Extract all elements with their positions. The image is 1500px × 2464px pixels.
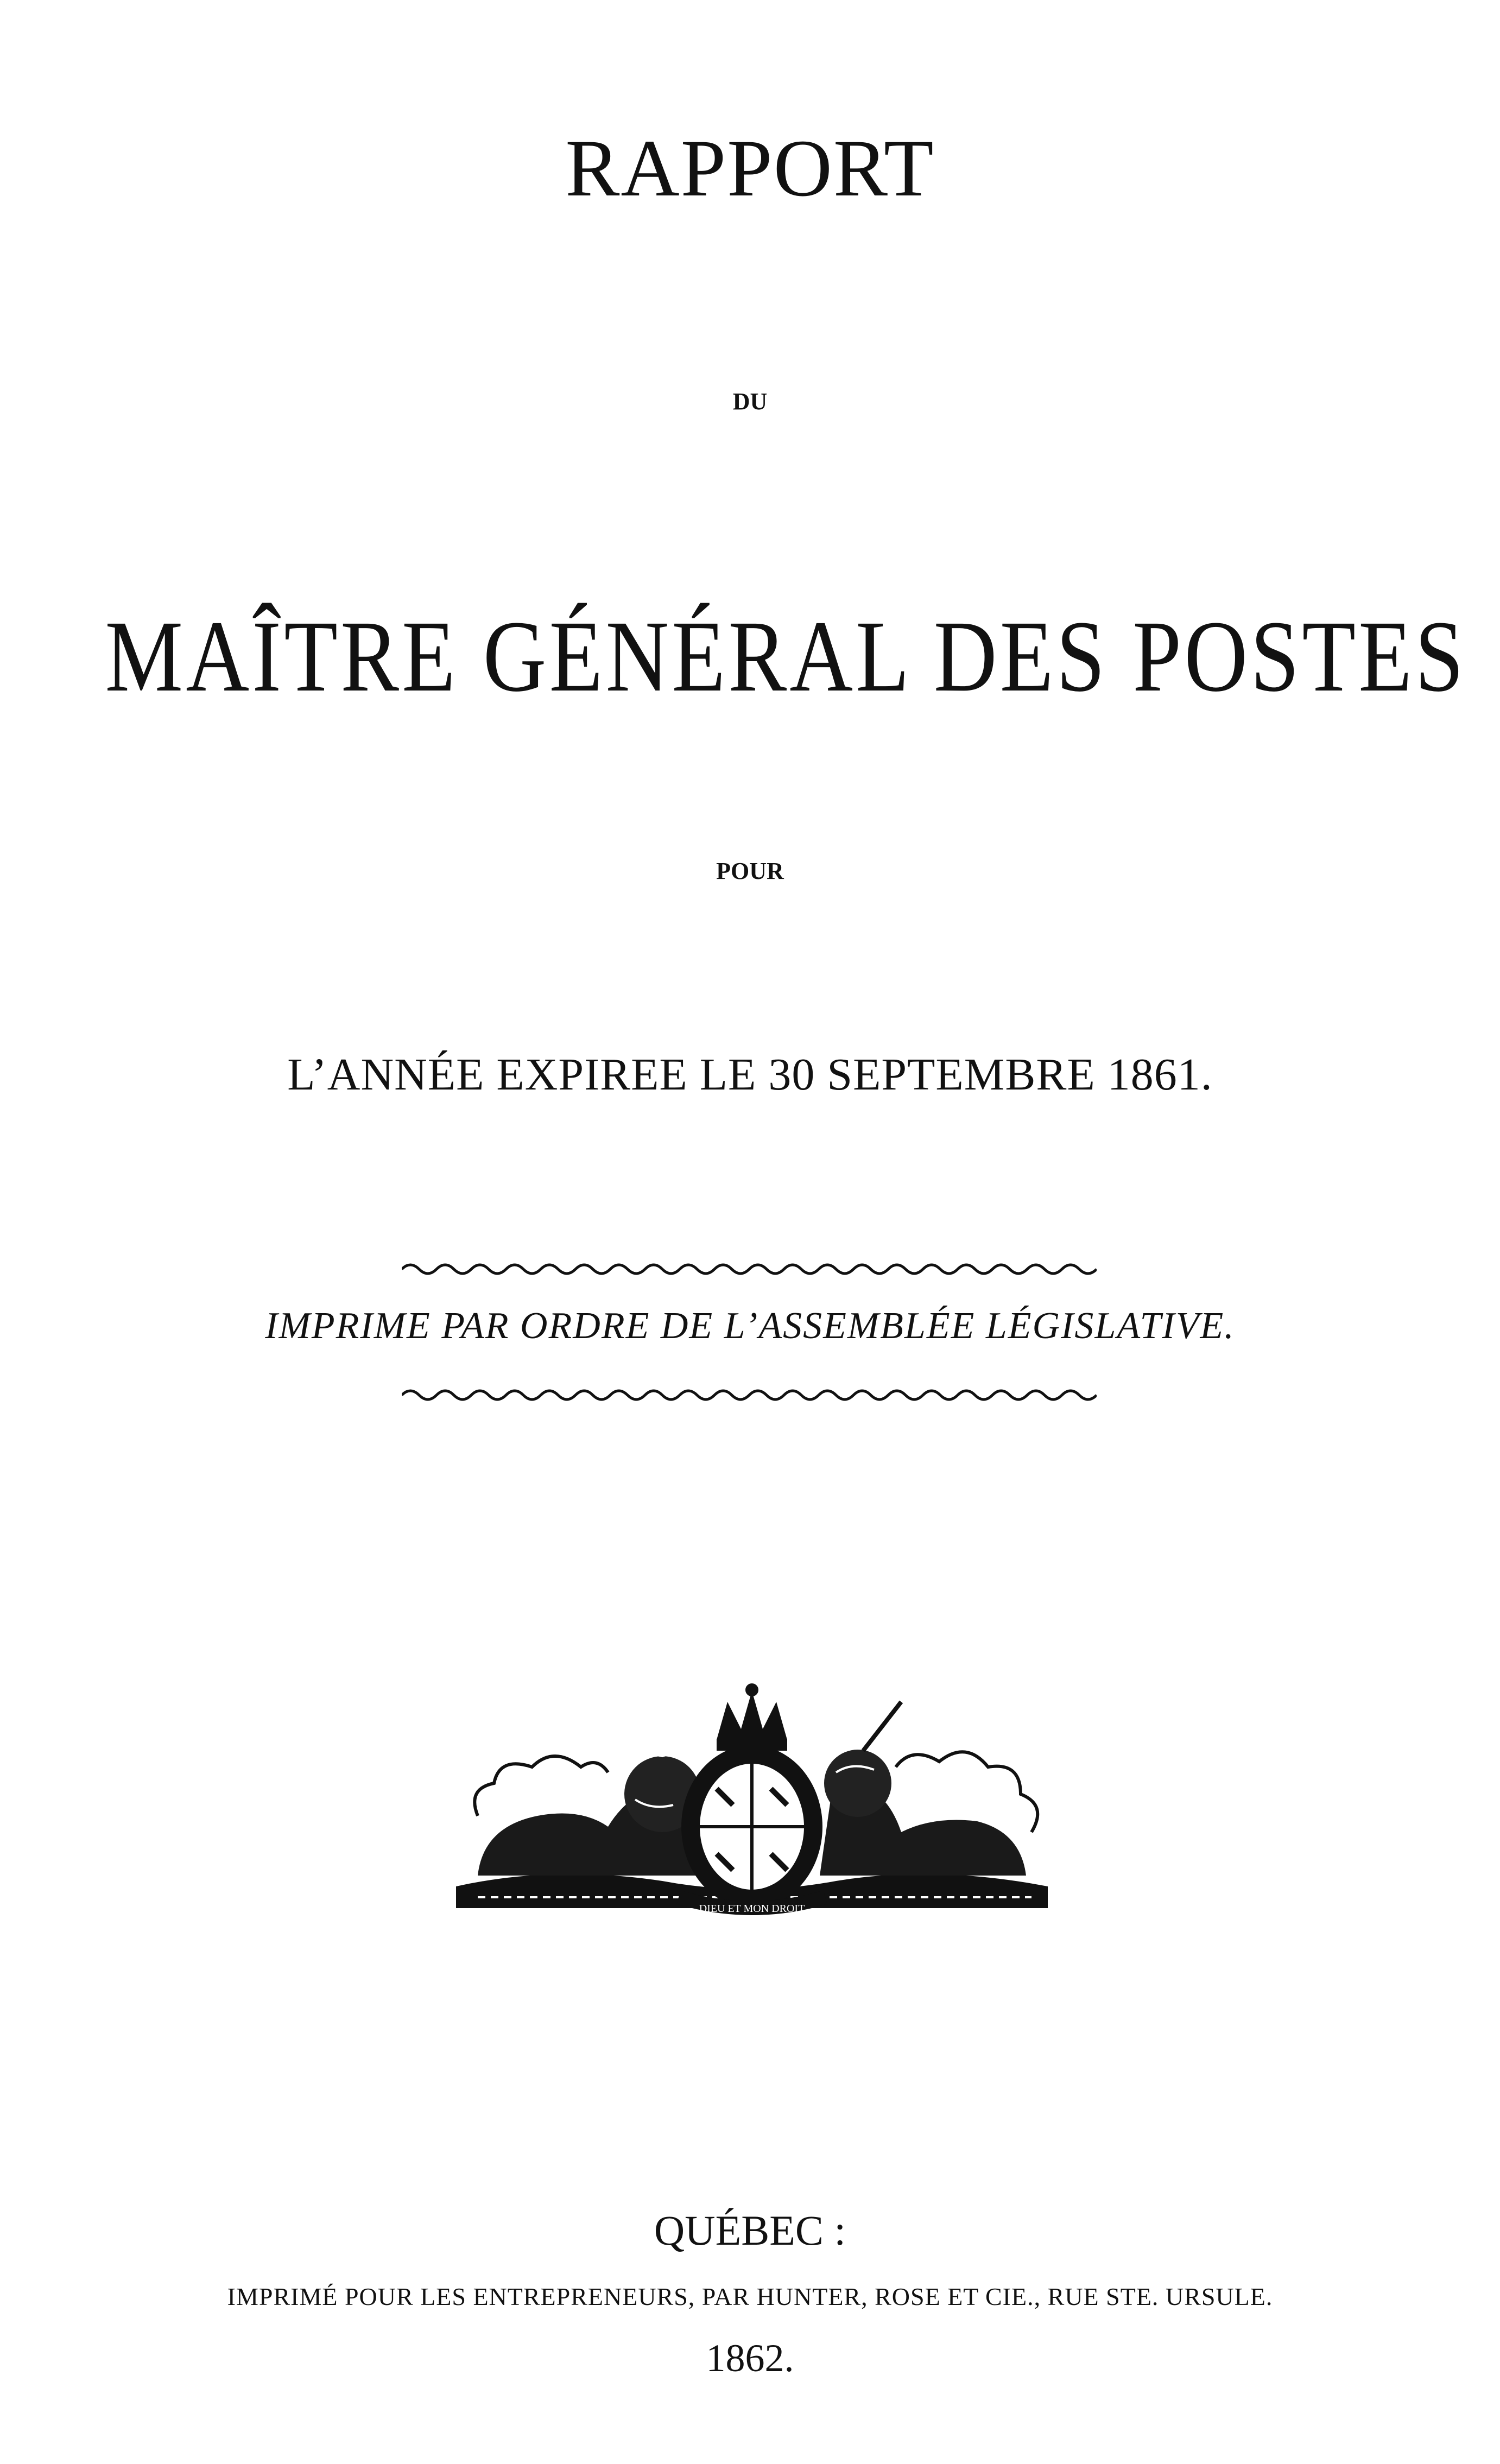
imprint-city: QUÉBEC : bbox=[654, 2207, 846, 2254]
connector-pour: POUR bbox=[716, 858, 784, 884]
report-subject: MAÎTRE GÉNÉRAL DES POSTES bbox=[105, 599, 1467, 713]
connector-du: DU bbox=[732, 388, 768, 415]
report-period: L’ANNÉE EXPIREE LE 30 SEPTEMBRE 1861. bbox=[287, 1049, 1213, 1100]
printing-order: IMPRIME PAR ORDRE DE L’ASSEMBLÉE LÉGISLATIVE. bbox=[265, 1305, 1235, 1347]
motto-text: DIEU ET MON DROIT bbox=[699, 1903, 805, 1915]
royal-coat-of-arms-icon bbox=[445, 1680, 1059, 1930]
top-wavy-rule bbox=[402, 1258, 1097, 1280]
imprint-year: 1862. bbox=[706, 2336, 794, 2380]
bottom-wavy-rule bbox=[402, 1384, 1097, 1406]
coat-of-arms-engraving bbox=[445, 1680, 1059, 1930]
report-title: RAPPORT bbox=[565, 123, 935, 213]
imprint-printer: IMPRIMÉ POUR LES ENTREPRENEURS, PAR HUNTER, ROSE ET CIE., RUE STE. URSULE. bbox=[227, 2283, 1273, 2310]
